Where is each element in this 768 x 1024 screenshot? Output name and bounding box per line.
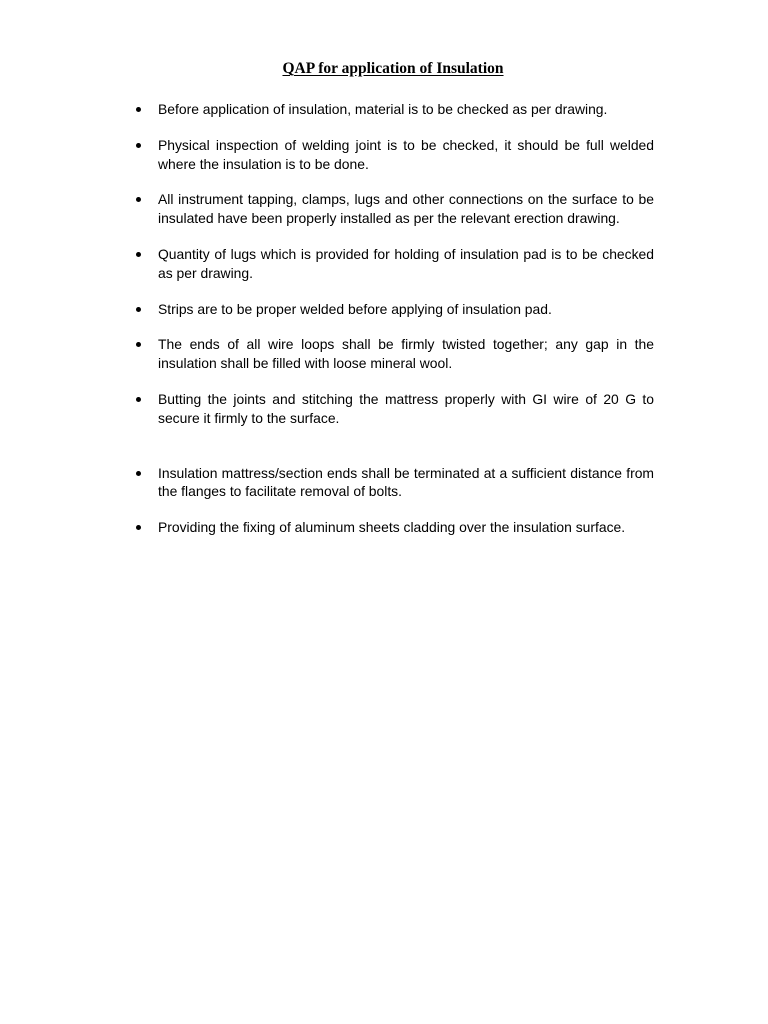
bullet-icon: [136, 342, 141, 347]
list-item: [130, 190, 654, 228]
bullet-icon: [136, 307, 141, 312]
bullet-icon: [136, 397, 141, 402]
list-item-text: Quantity of lugs which is provided for holding of insulation pad is to be checked as per drawing.: [158, 245, 654, 281]
list-item-text: Butting the joints and stitching the mattress properly with GI wire of 20 G to secure it firmly to the surface.: [158, 390, 654, 426]
list-item-text: All instrument tapping, clamps, lugs and other connections on the surface to be insulated have been properly installed as per the relevant erection drawing.: [158, 191, 654, 227]
list-item: [130, 335, 654, 373]
list-item-text: Insulation mattress/section ends shall be terminated at a sufficient distance from the flanges to facilitate removal of bolts.: [158, 464, 654, 500]
bullet-icon: [136, 525, 141, 530]
list-item: [130, 300, 654, 319]
list-item-text: Before application of insulation, material is to be checked as per drawing.: [158, 101, 608, 117]
document-title: QAP for application of Insulation: [282, 60, 504, 77]
bullet-icon: [136, 197, 141, 202]
list-item-text: Strips are to be proper welded before applying of insulation pad.: [158, 300, 552, 317]
list-item-text: Providing the fixing of aluminum sheets cladding over the insulation surface.: [158, 519, 626, 536]
list-item-text: Physical inspection of welding joint is to be checked, it should be full welded where the insulation is to be done.: [158, 136, 654, 172]
bullet-icon: [136, 471, 141, 476]
bullet-icon: [136, 252, 141, 257]
list-item: [130, 390, 654, 428]
bullet-icon: [136, 107, 141, 112]
list-item: [130, 100, 654, 119]
list-item: [130, 245, 654, 283]
list-item: [130, 464, 654, 502]
list-item-text: The ends of all wire loops shall be firmly twisted together; any gap in the insulation shall be filled with loose mineral wool.: [158, 336, 654, 372]
list-item: [130, 136, 654, 174]
list-item: [130, 518, 654, 537]
checklist: [130, 100, 654, 537]
bullet-icon: [136, 143, 141, 148]
